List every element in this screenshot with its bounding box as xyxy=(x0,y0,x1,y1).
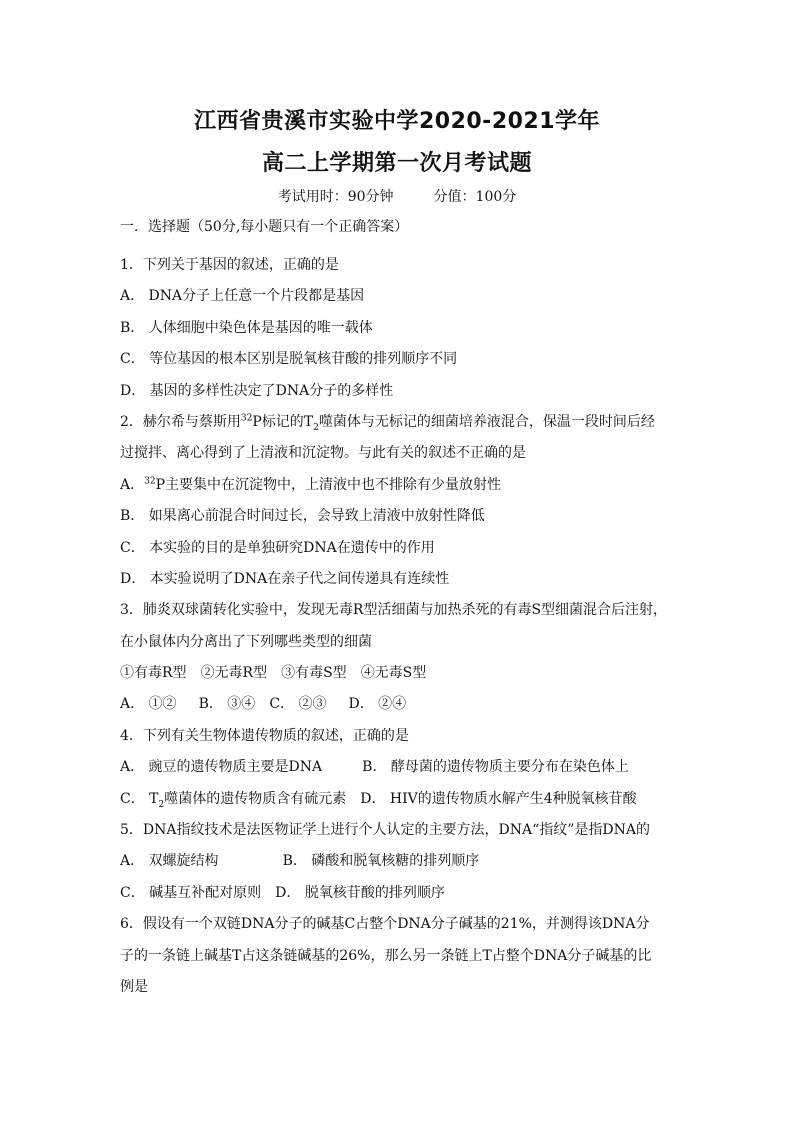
option-b: B． ③④ xyxy=(198,696,256,713)
option-text: P主要集中在沉淀物中，上清液中也不排除有少量放射性 xyxy=(155,476,501,493)
exam-score: 分值：100分 xyxy=(433,189,517,205)
option-c: C． ②③ xyxy=(269,696,327,713)
question-body xyxy=(120,217,680,1008)
option-c: C． 碱基互补配对原则 xyxy=(120,884,262,901)
option-d: D． 脱氧核苷酸的排列顺序 xyxy=(275,884,445,901)
question-3-stem-line-2: 在小鼠体内分离出了下列哪些类型的细菌 xyxy=(120,633,372,650)
option-a: A． 豌豆的遗传物质主要是DNA xyxy=(120,759,323,776)
question-4-options-cd xyxy=(120,789,680,820)
question-5-stem: 5．DNA指纹技术是法医物证学上进行个人认定的主要方法，DNA“指纹”是指DNA的 xyxy=(120,822,650,839)
exam-time: 考试用时：90分钟 xyxy=(277,189,394,205)
question-4-options-ab xyxy=(120,757,680,788)
question-2-option-b: B． 如果离心前混合时间过长，会导致上清液中放射性降低 xyxy=(120,508,485,525)
option-d: D． HIV的遗传物质水解产生4种脱氧核苷酸 xyxy=(360,790,637,807)
question-1-option-a: A． DNA分子上任意一个片段都是基因 xyxy=(120,288,365,305)
question-5-options-cd xyxy=(120,883,680,914)
item-3: ③有毒S型 xyxy=(281,665,347,682)
question-2-stem-line-1 xyxy=(120,412,680,443)
option-letter: A． xyxy=(120,476,145,493)
exam-meta xyxy=(0,186,794,206)
question-4-stem: 4．下列有关生物体遗传物质的叙述，正确的是 xyxy=(120,727,409,744)
question-2-stem-text: 2．赫尔希与蔡斯用 xyxy=(120,413,241,430)
option-a: A． ①② xyxy=(120,696,177,713)
item-2: ②无毒R型 xyxy=(200,665,268,682)
option-c: C． T xyxy=(120,790,159,807)
option-b: B． 磷酸和脱氧核糖的排列顺序 xyxy=(282,853,480,870)
question-3-stem-line-1: 3．肺炎双球菌转化实验中，发现无毒R型活细菌与加热杀死的有毒S型细菌混合后注射， xyxy=(120,602,668,619)
option-d: D． ②④ xyxy=(348,696,407,713)
option-a: A． 双螺旋结构 xyxy=(120,853,219,870)
question-5-options-ab xyxy=(120,851,680,882)
question-6-stem-line-3: 例是 xyxy=(120,978,148,995)
question-1-option-d: D． 基因的多样性决定了DNA分子的多样性 xyxy=(120,382,394,399)
exam-subtitle: 高二上学期第一次月考试题 xyxy=(261,151,532,176)
question-2-stem-text: P标记的T xyxy=(252,413,314,430)
question-6-stem-line-2: 子的一条链上碱基T占这条链碱基的26%，那么另一条链上T占整个DNA分子碱基的比 xyxy=(120,947,652,964)
phage-subscript: 2 xyxy=(158,799,165,810)
phage-subscript: 2 xyxy=(313,422,319,433)
question-3-items xyxy=(120,663,680,694)
section-heading: 一．选择题（50分,每小题只有一个正确答案） xyxy=(120,219,409,235)
question-1-option-c: C． 等位基因的根本区别是脱氧核苷酸的排列顺序不同 xyxy=(120,351,458,368)
question-2-stem-text: 噬菌体与无标记的细菌培养液混合，保温一段时间后经 xyxy=(318,413,655,430)
question-2-option-d: D． 本实验说明了DNA在亲子代之间传递具有连续性 xyxy=(120,570,450,587)
option-b: B． 酵母菌的遗传物质主要分布在染色体上 xyxy=(362,759,629,776)
question-2-option-c: C． 本实验的目的是单独研究DNA在遗传中的作用 xyxy=(120,539,435,556)
question-3-options xyxy=(120,694,680,725)
question-1-stem: 1．下列关于基因的叙述，正确的是 xyxy=(120,257,339,273)
question-1-option-b: B． 人体细胞中染色体是基因的唯一载体 xyxy=(120,319,373,336)
item-1: ①有毒R型 xyxy=(120,665,187,682)
isotope-superscript: 32 xyxy=(144,476,156,487)
question-6-stem-line-1: 6．假设有一个双链DNA分子的碱基C占整个DNA分子碱基的21%，并测得该DNA分 xyxy=(120,916,650,933)
item-4: ④无毒S型 xyxy=(360,665,427,682)
isotope-superscript: 32 xyxy=(240,413,253,424)
exam-title: 江西省贵溪市实验中学2020-2021学年 xyxy=(193,109,601,134)
question-2-option-a xyxy=(120,475,680,506)
option-c-text: 噬菌体的遗传物质含有硫元素 xyxy=(164,790,347,807)
question-2-stem-line-2: 过搅拌、离心得到了上清液和沉淀物。与此有关的叙述不正确的是 xyxy=(120,445,526,462)
